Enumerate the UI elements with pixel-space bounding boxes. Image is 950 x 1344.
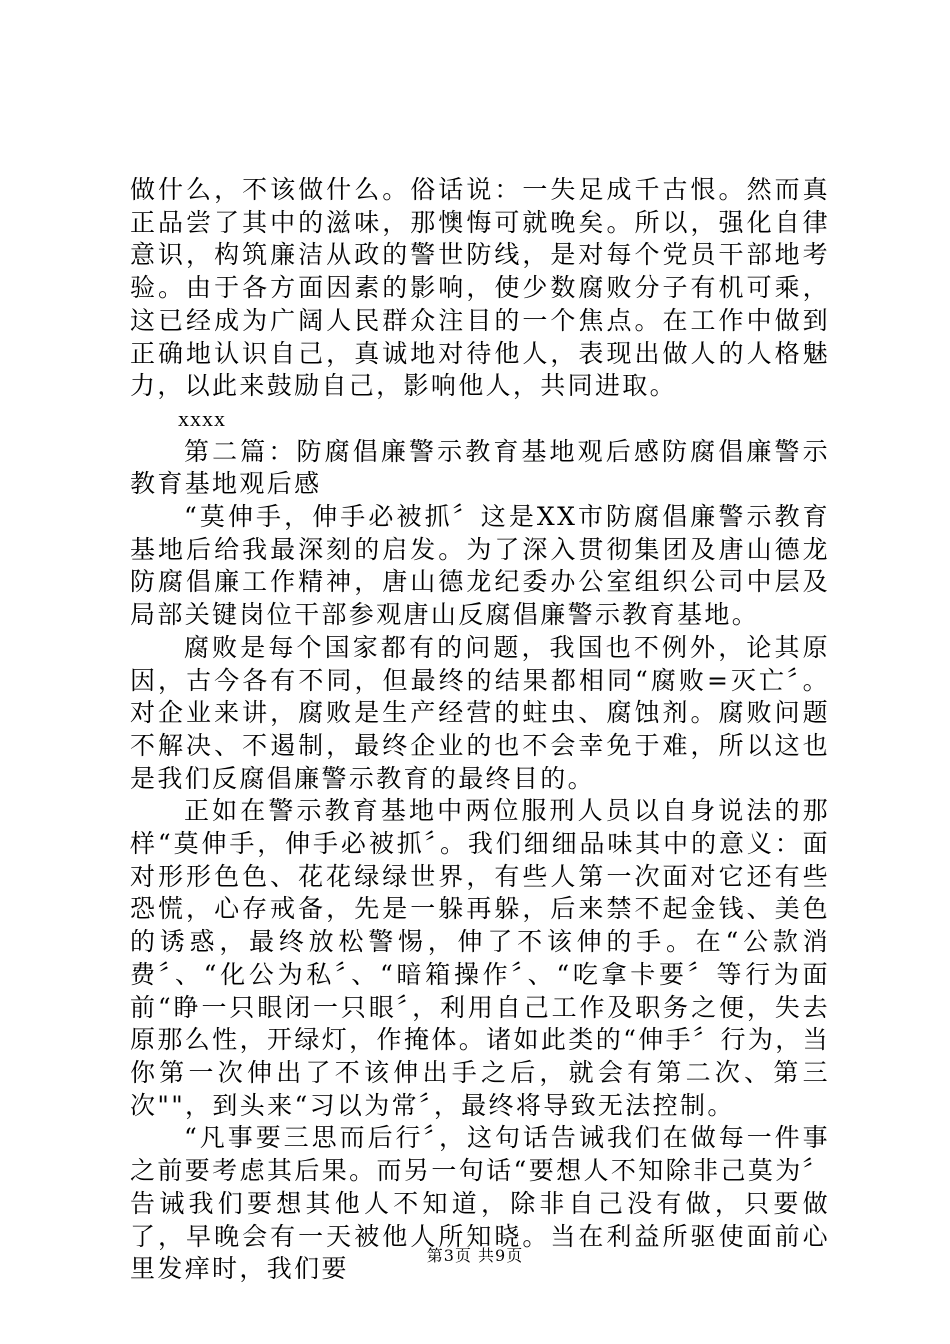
- paragraph: “莫伸手，伸手必被抓〞这是XX市防腐倡廉警示教育基地后给我最深刻的启发。为了深入贯彻集团及唐山德龙防腐倡廉工作精神，唐山德龙纪委办公室组织公司中层及局部关键岗位干部参观唐山反腐倡廉警示教育基地。: [130, 502, 830, 630]
- paragraph: “凡事要三思而后行〞，这句话告诫我们在做每一件事之前要考虑其后果。而另一句话“要想人不知除非己莫为〞告诫我们要想其他人不知道，除非自己没有做，只要做了，早晚会有一天被他人所知晓。当在利益所驱使面前心里发痒时，我们要: [130, 1123, 830, 1284]
- paragraph-continuation: 做什么，不该做什么。俗话说：一失足成千古恨。然而真正品尝了其中的滋味，那懊悔可就晚矣。所以，强化自律意识，构筑廉洁从政的警世防线，是对每个党员干部地考验。由于各方面因素的影响，使少数腐败分子有机可乘，这已经成为广阔人民群众注目的一个焦点。在工作中做到正确地认识自己，真诚地对待他人，表现出做人的人格魅力，以此来鼓励自己，影响他人，共同进取。: [130, 175, 830, 401]
- section-title: 第二篇：防腐倡廉警示教育基地观后感防腐倡廉警示教育基地观后感: [130, 436, 830, 499]
- document-body: [130, 174, 830, 1286]
- paragraph: 腐败是每个国家都有的问题，我国也不例外，论其原因，古今各有不同，但最终的结果都相同“腐败=灭亡〞。对企业来讲，腐败是生产经营的蛀虫、腐蚀剂。腐败问题不解决、不遏制，最终企业的也不会幸免于难，所以这也是我们反腐倡廉警示教育的最终目的。: [130, 632, 830, 793]
- signature: xxxx: [178, 405, 226, 431]
- page-number: 第3页 共9页: [426, 1246, 524, 1265]
- paragraph: 正如在警示教育基地中两位服刑人员以自身说法的那样“莫伸手，伸手必被抓〞。我们细细品味其中的意义：面对形形色色、花花绿绿世界，有些人第一次面对它还有些恐慌，心存戒备，先是一躲再躲，后来禁不起金钱、美色的诱惑，最终放松警惕，伸了不该伸的手。在“公款消费〞、“化公为私〞、“暗箱操作〞、“吃拿卡要〞等行为面前“睁一只眼闭一只眼〞，利用自己工作及职务之便，失去原那么性，开绿灯，作掩体。诸如此类的“伸手〞行为，当你第一次伸出了不该伸出手之后，就会有第二次、第三次""，到头来“习以为常〞，最终将导致无法控制。: [130, 796, 830, 1120]
